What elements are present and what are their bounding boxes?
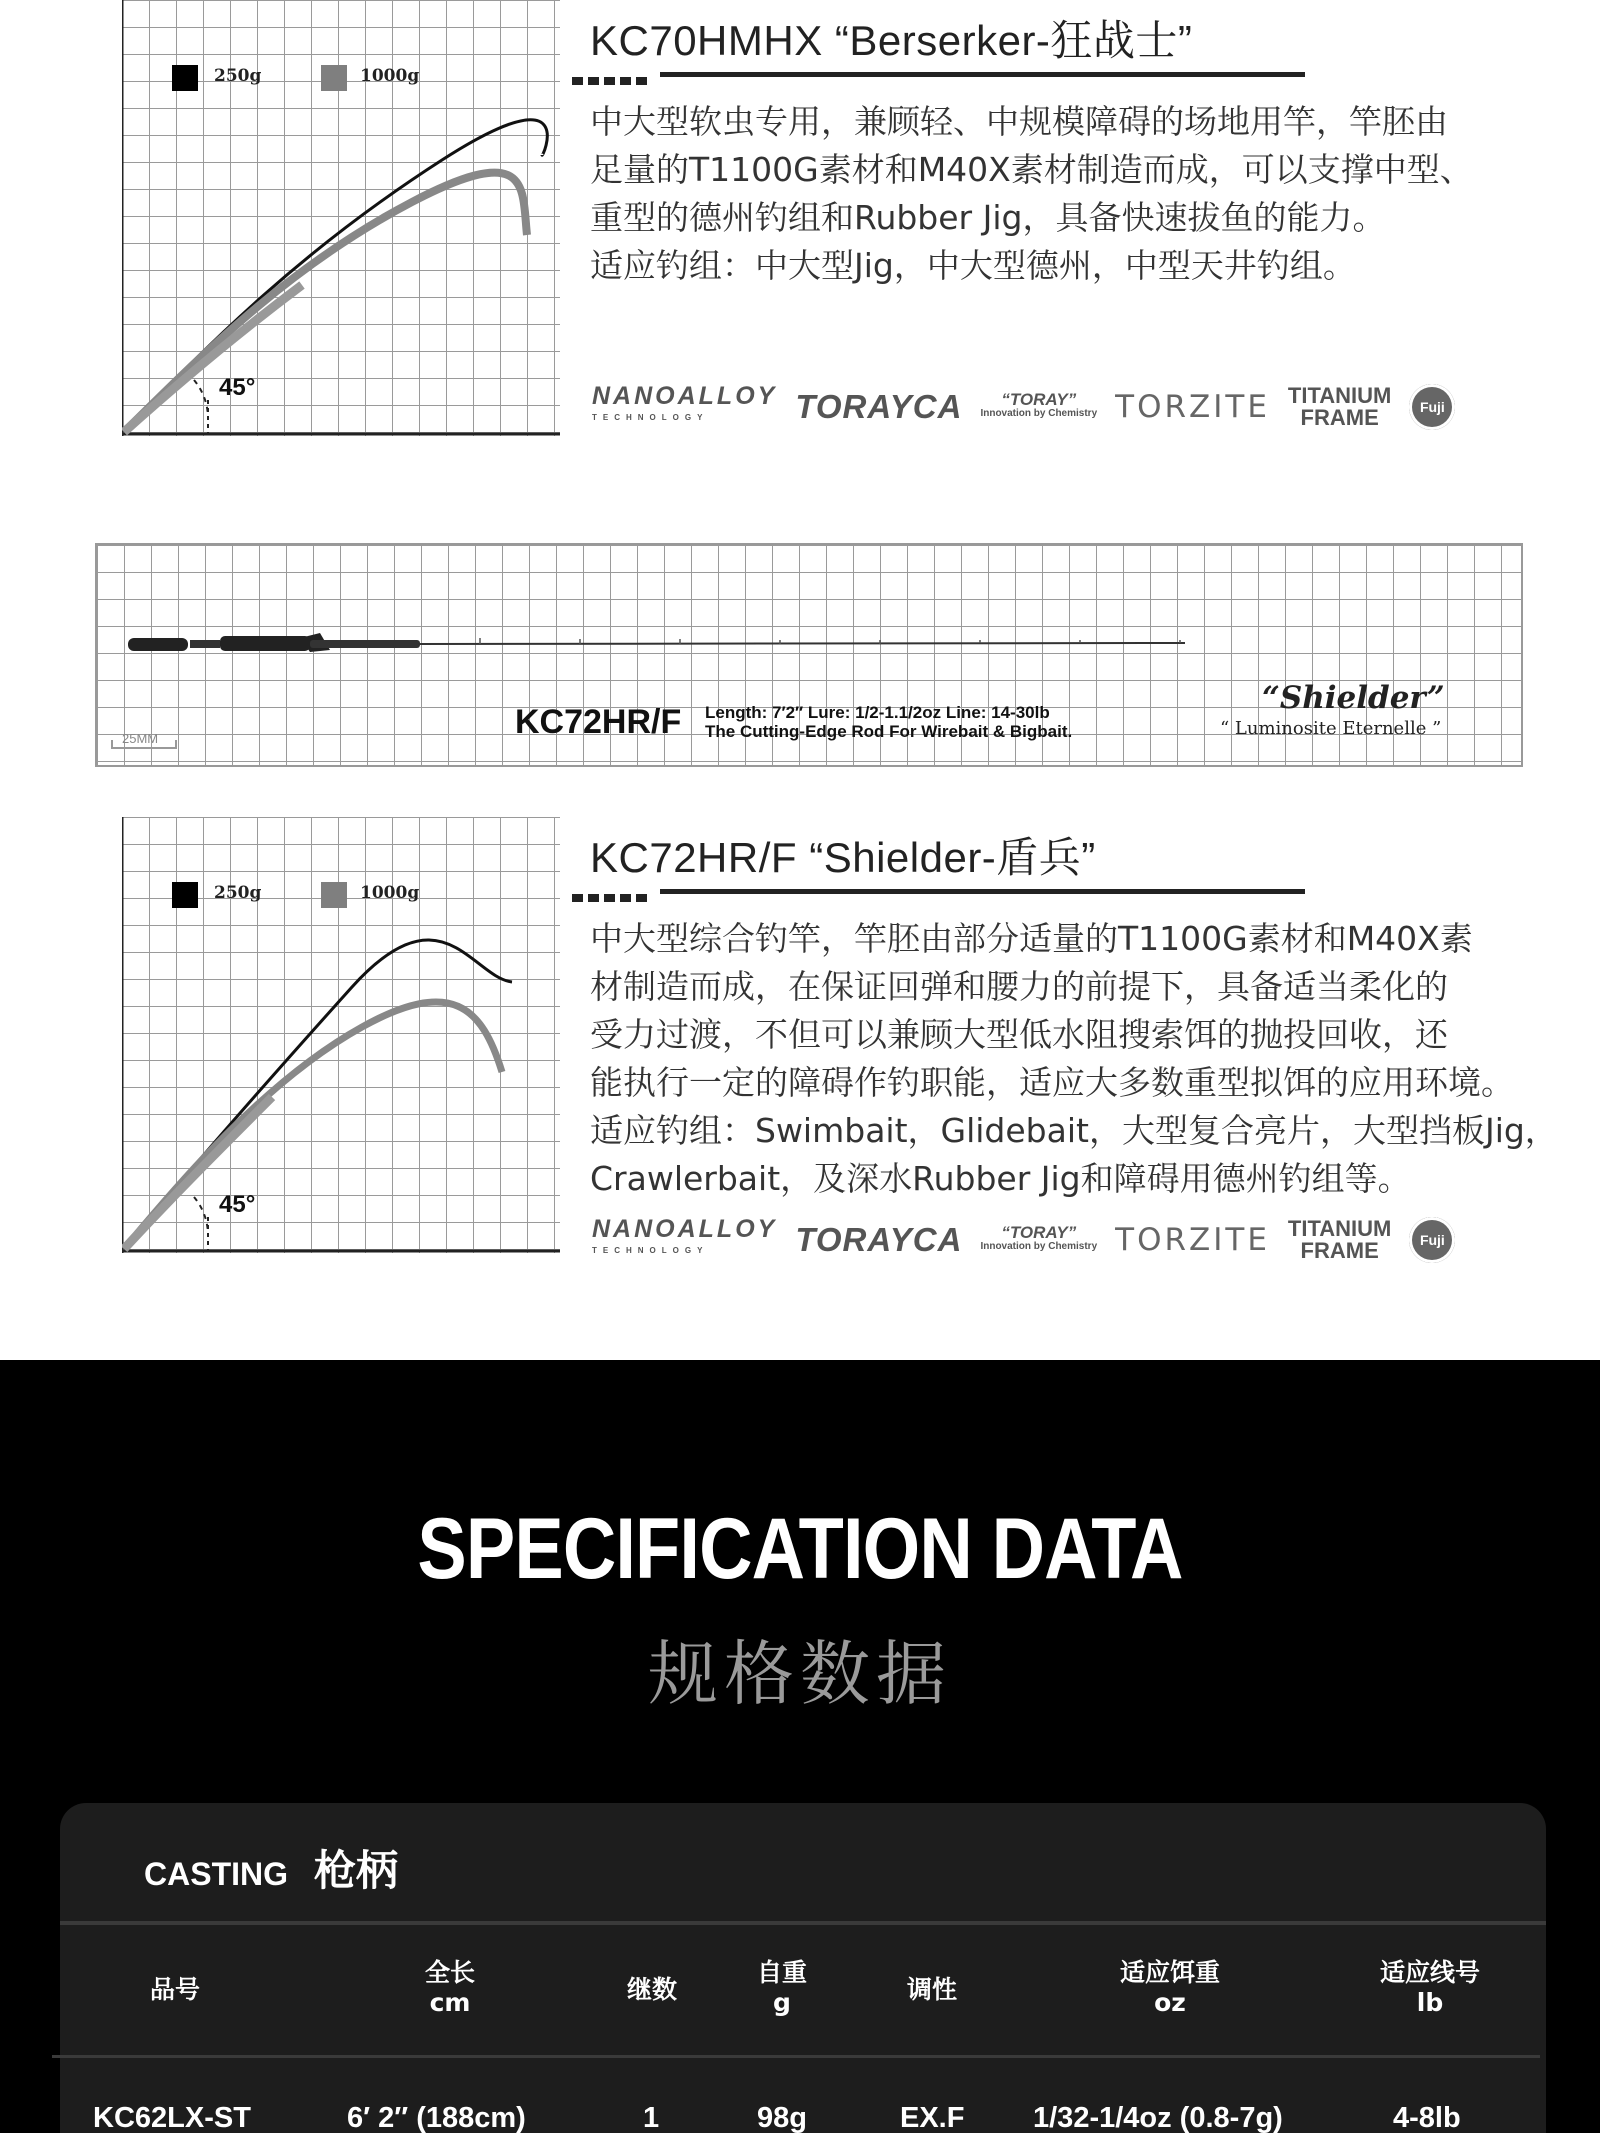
- title-dashes: [572, 70, 652, 78]
- panel-divider: [60, 1921, 1546, 1925]
- spec-subtitle: 规格数据: [648, 1633, 952, 1715]
- desc-line: 受力过渡，不但可以兼顾大型低水阻搜索饵的抛投回收，还: [590, 1015, 1448, 1054]
- title-underline: [660, 72, 1305, 77]
- col-header-lure: 适应饵重 oz: [1119, 1958, 1220, 2017]
- desc-line: 足量的T1100G素材和M40X素材制造而成，可以支撑中型、: [590, 150, 1473, 189]
- legend-swatch-1000g: [321, 65, 347, 91]
- banner-shielder-name: “Shielder”: [1262, 680, 1445, 716]
- toray-logo: “TORAY” Innovation by Chemistry: [980, 1223, 1098, 1252]
- legend-swatch-250g: [172, 65, 198, 91]
- fuji-logo: Fuji: [1409, 384, 1455, 430]
- legend-swatch-1000g: [321, 882, 347, 908]
- section-header-casting: [144, 1838, 398, 1898]
- product-description: [590, 98, 1473, 290]
- cell-lure: 1/32-1/4oz (0.8-7g): [1033, 2102, 1283, 2134]
- torzite-logo: TORZITE: [1115, 389, 1270, 425]
- brand-logos: [592, 382, 1455, 432]
- cell-action: EX.F: [900, 2102, 965, 2134]
- title-dashes: [572, 887, 652, 895]
- section-label-zh: 枪柄: [314, 1846, 399, 1895]
- col-header-weight: 自重 g: [756, 1958, 807, 2017]
- legend-label-250g: 250g: [214, 883, 262, 903]
- col-header-model: 品号: [149, 1975, 200, 2004]
- toray-logo: “TORAY” Innovation by Chemistry: [980, 390, 1098, 419]
- legend-label-1000g: 1000g: [360, 66, 420, 86]
- rod-illustration: [120, 628, 1200, 668]
- desc-line: 能执行一定的障碍作钓职能，适应大多数重型拟饵的应用环境。: [590, 1063, 1514, 1102]
- col-header-action: 调性: [906, 1975, 957, 2004]
- cell-model: KC62LX-ST: [93, 2102, 251, 2134]
- cell-weight: 98g: [757, 2102, 807, 2134]
- cell-pieces: 1: [643, 2102, 660, 2134]
- brand-logos: [592, 1215, 1455, 1265]
- product-title: KC70HMHX “Berserker-狂战士”: [590, 17, 1193, 64]
- legend-label-1000g: 1000g: [360, 883, 420, 903]
- banner-scale: 25MM: [122, 731, 159, 746]
- fuji-logo: Fuji: [1409, 1217, 1455, 1263]
- banner-tagline: “ Luminosite Eternelle ”: [1220, 718, 1442, 739]
- desc-line: Crawlerbait，及深水Rubber Jig和障碍用德州钓组等。: [590, 1159, 1411, 1198]
- cell-line: 4-8lb: [1393, 2102, 1461, 2134]
- titanium-frame-logo: TITANIUM FRAME: [1287, 383, 1392, 430]
- section-label-en: CASTING: [144, 1856, 288, 1892]
- spec-title: SPECIFICATION DATA: [417, 1501, 1183, 1597]
- title-underline: [660, 889, 1305, 894]
- torzite-logo: TORZITE: [1115, 1222, 1270, 1258]
- desc-line: 材制造而成，在保证回弹和腰力的前提下，具备适当柔化的: [590, 967, 1448, 1006]
- banner-rod-code: KC72HR/F: [515, 703, 682, 741]
- product-description: [590, 915, 1558, 1203]
- desc-line: 中大型软虫专用，兼顾轻、中规模障碍的场地用竿，竿胚由: [590, 102, 1448, 141]
- col-header-line: 适应线号 lb: [1379, 1958, 1480, 2017]
- col-header-length: 全长 cm: [424, 1958, 475, 2017]
- legend-label-250g: 250g: [214, 66, 262, 86]
- banner-rod-specs: Length: 7′2″ Lure: 1/2-1.1/2oz Line: 14-30lb The Cutting-Edge Rod For Wirebait & Bigbait.: [705, 703, 1073, 741]
- legend-swatch-250g: [172, 882, 198, 908]
- desc-line: 适应钓组：Swimbait，Glidebait，大型复合亮片，大型挡板Jig，: [590, 1111, 1558, 1150]
- row-divider: [52, 2055, 1540, 2058]
- nanoalloy-logo: NANOALLOY TECHNOLOGY: [592, 382, 778, 422]
- angle-label: 45°: [219, 374, 256, 401]
- desc-line: 重型的德州钓组和Rubber Jig，具备快速拔鱼的能力。: [590, 198, 1386, 237]
- titanium-frame-logo: TITANIUM FRAME: [1287, 1216, 1392, 1263]
- torayca-logo: TORAYCA: [795, 1221, 963, 1258]
- desc-line: 中大型综合钓竿，竿胚由部分适量的T1100G素材和M40X素: [590, 919, 1473, 958]
- desc-line: 适应钓组：中大型Jig，中大型德州，中型天井钓组。: [590, 246, 1356, 285]
- torayca-logo: TORAYCA: [795, 388, 963, 425]
- angle-label: 45°: [219, 1191, 256, 1218]
- nanoalloy-logo: NANOALLOY TECHNOLOGY: [592, 1215, 778, 1255]
- scale-bracket: [110, 738, 180, 752]
- product-title: KC72HR/F “Shielder-盾兵”: [590, 834, 1096, 881]
- col-header-pieces: 继数: [626, 1975, 677, 2004]
- cell-length: 6′ 2″ (188cm): [347, 2102, 526, 2134]
